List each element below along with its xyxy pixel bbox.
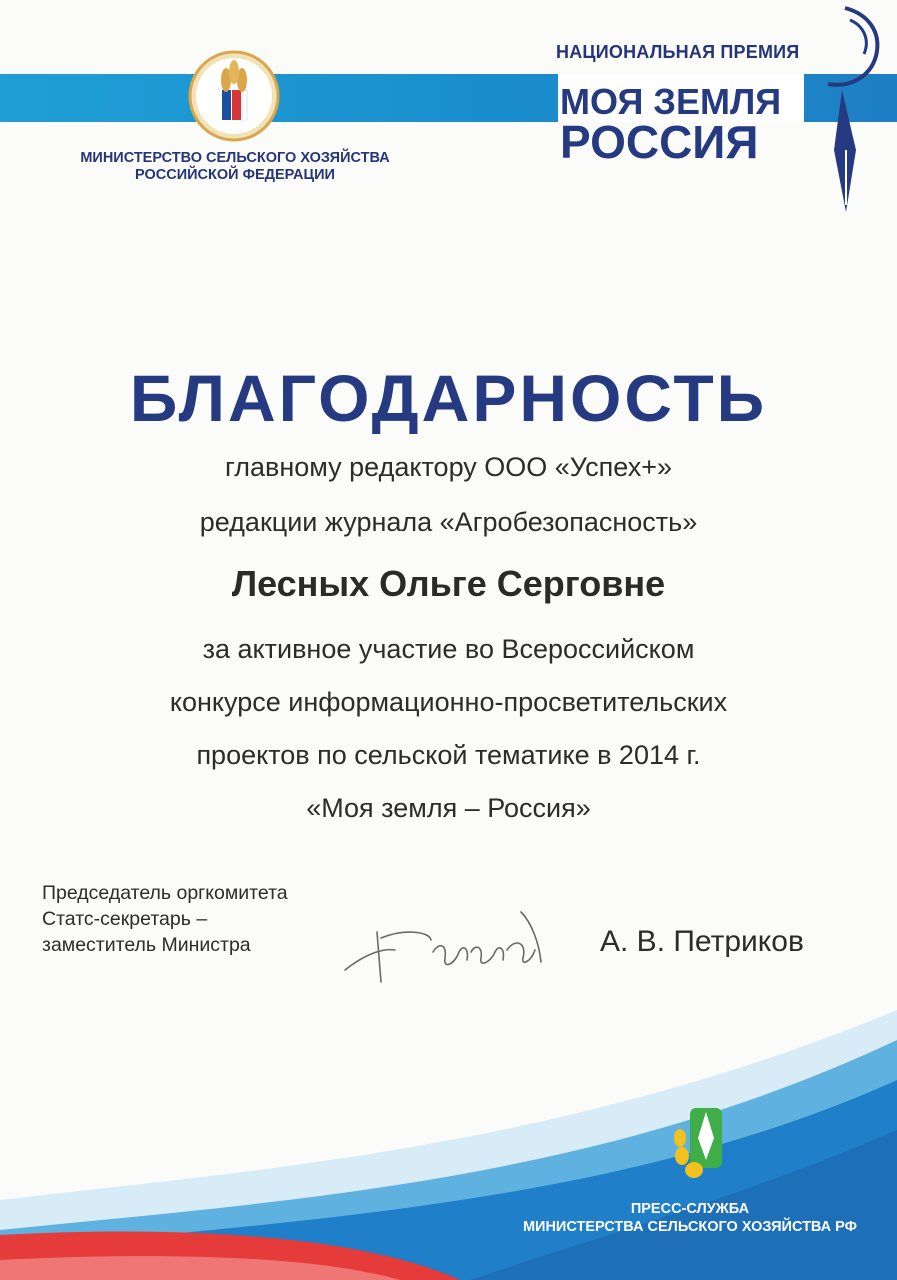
signer-name: А. В. Петриков bbox=[600, 925, 804, 958]
body-line2: конкурсе информационно-просветительских bbox=[169, 687, 728, 717]
signer-role-line3: заместитель Министра bbox=[42, 934, 251, 956]
ministry-name-line2: РОССИЙСКОЙ ФЕДЕРАЦИИ bbox=[135, 167, 335, 183]
press-service-line2: МИНИСТЕРСТВА СЕЛЬСКОГО ХОЗЯЙСТВА РФ bbox=[522, 1219, 858, 1235]
pen-nib-icon bbox=[828, 8, 877, 212]
prize-title: НАЦИОНАЛЬНАЯ ПРЕМИЯ bbox=[556, 42, 800, 62]
addressee-line1: главному редактору ООО «Успех+» bbox=[225, 452, 672, 482]
ministry-name-line1: МИНИСТЕРСТВО СЕЛЬСКОГО ХОЗЯЙСТВА bbox=[80, 150, 390, 166]
prize-logo-line2: РОССИЯ bbox=[560, 116, 759, 168]
prize-logo-line1: МОЯ ЗЕМЛЯ bbox=[560, 81, 782, 122]
signer-role bbox=[42, 880, 382, 958]
wheat-emblem-icon bbox=[188, 50, 280, 142]
body-line4: «Моя земля – Россия» bbox=[306, 793, 591, 823]
addressee-line2: редакции журнала «Агробезопасность» bbox=[199, 507, 698, 537]
body-line3: проектов по сельской тематике в 2014 г. bbox=[196, 740, 701, 770]
press-service-line1: ПРЕСС-СЛУЖБА bbox=[630, 1201, 750, 1217]
body-line1: за активное участие во Всероссийском bbox=[202, 634, 695, 664]
signer-role-line2: Статс-секретарь – bbox=[42, 908, 208, 930]
press-service-name bbox=[480, 1200, 897, 1236]
signer-role-line1: Председатель оргкомитета bbox=[42, 882, 288, 904]
ministry-name bbox=[40, 150, 430, 184]
recipient-name: Лесных Ольге Серговне bbox=[231, 563, 666, 604]
certificate-heading: БЛАГОДАРНОСТЬ bbox=[129, 361, 768, 435]
handwritten-signature bbox=[335, 892, 565, 992]
prize-logo bbox=[550, 0, 890, 220]
press-wheat-pen-icon bbox=[668, 1098, 732, 1182]
